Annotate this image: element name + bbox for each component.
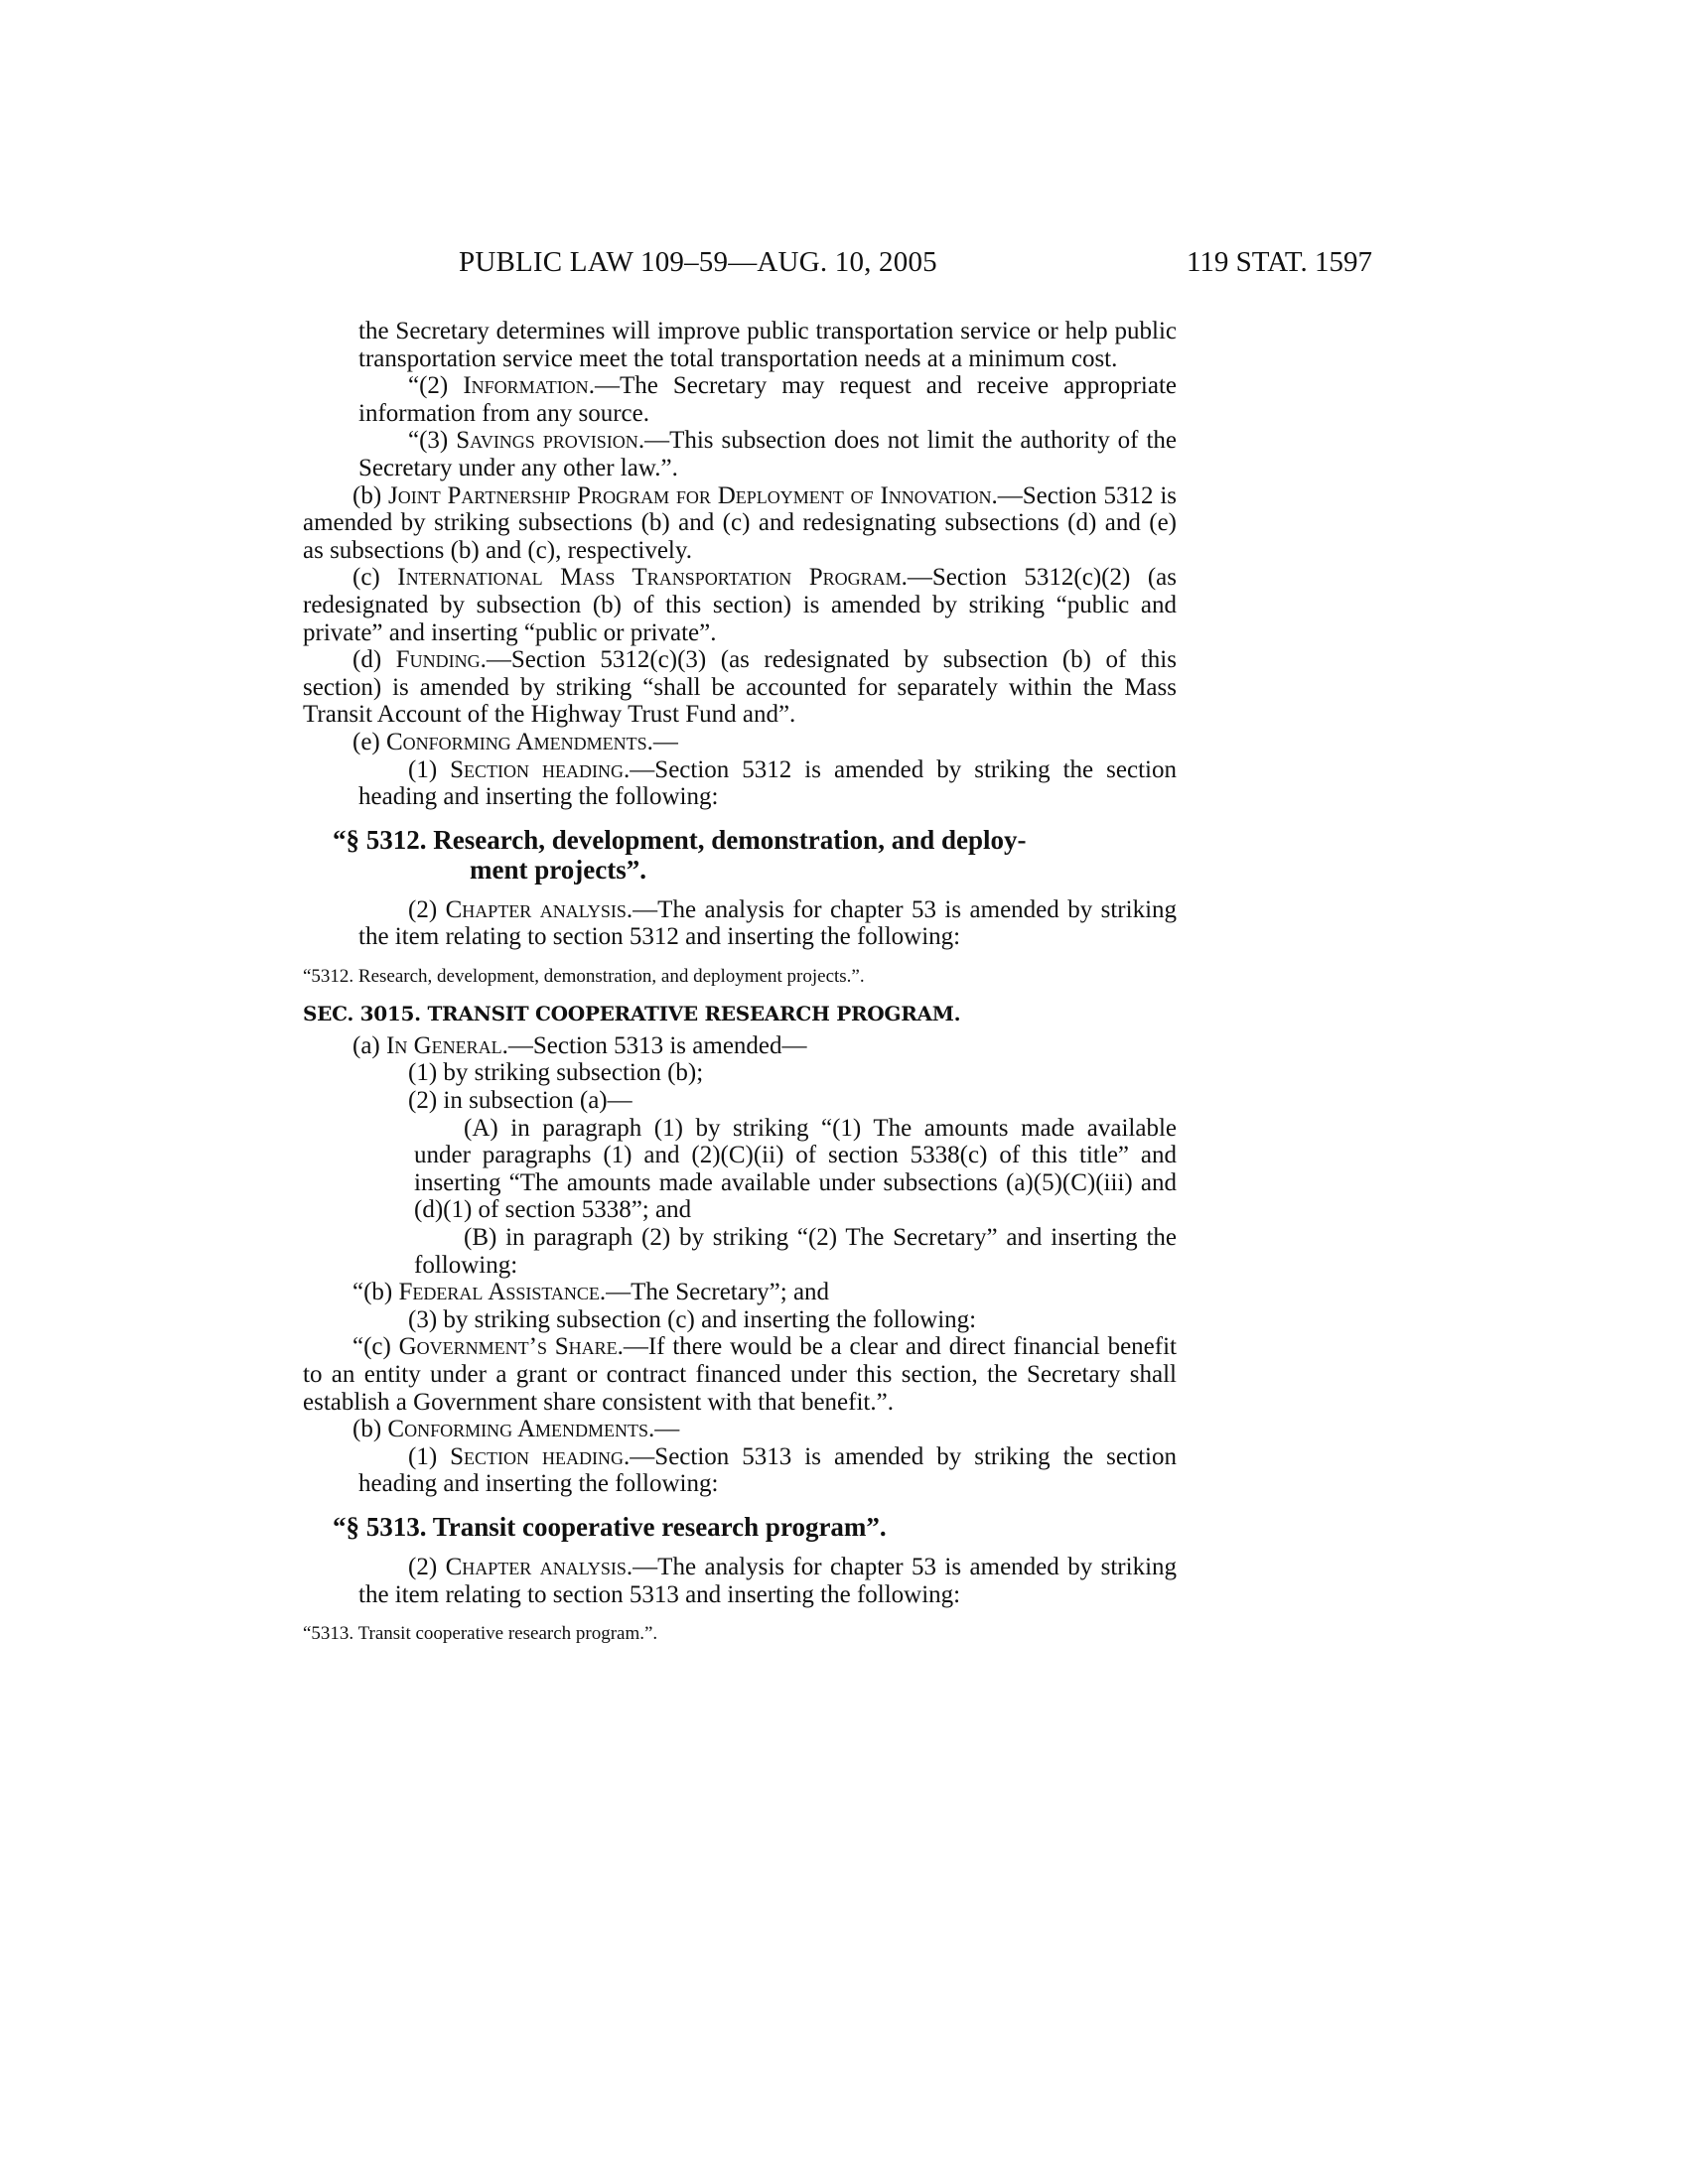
subsection-b: (b) Joint Partnership Program for Deployment of Innovation.—Section 5312 is amended by striking subsections (b) and (c) and redesignating subsections (d) and (e) as subsections (b) and (c), respectively.	[303, 481, 1177, 564]
paragraph-savings-provision: “(3) Savings provision.—This subsection does not limit the authority of the Secretary under any other law.”.	[358, 427, 1178, 481]
page-header	[459, 246, 1372, 286]
statute-page-number: 119 STAT. 1597	[1187, 246, 1372, 278]
governments-share: “(c) Government’s Share.—If there would be a clear and direct financial benefit to an entity under a grant or contract financed under this section, the Secretary shall establish a Government share consistent with that benefit.”.	[303, 1333, 1177, 1416]
paragraph-e2: (2) Chapter analysis.—The analysis for chapter 53 is amended by striking the item relating to section 5312 and inserting the following:	[358, 895, 1178, 951]
subsection-e: (e) Conforming Amendments.—	[352, 728, 678, 755]
subparagraph-B: (B) in paragraph (2) by striking “(2) The Secretary” and inserting the following:	[414, 1224, 1177, 1279]
paragraph-a3: (3) by striking subsection (c) and inserting the following:	[408, 1305, 977, 1333]
paragraph-a2: (2) in subsection (a)—	[408, 1087, 633, 1115]
paragraph-a1: (1) by striking subsection (b);	[408, 1059, 704, 1087]
chapter-item-5313: “5313. Transit cooperative research program.”.	[303, 1623, 658, 1645]
page-body	[303, 318, 1177, 1658]
subsection-a: (a) In General.—Section 5313 is amended—	[352, 1031, 807, 1059]
section-heading-5313: “§ 5313. Transit cooperative research program”.	[333, 1511, 887, 1542]
subsection-d: (d) Funding.—Section 5312(c)(3) (as redesignated by subsection (b) of this section) is amended by striking “shall be accounted for separately within the Mass Transit Account of the Highway Trust Fund and”.	[303, 646, 1177, 729]
subsection-c: (c) International Mass Transportation Program.—Section 5312(c)(2) (as redesignated by subsection (b) of this section) is amended by striking “public and private” and inserting “public or private”.	[303, 564, 1177, 646]
paragraph-b2: (2) Chapter analysis.—The analysis for chapter 53 is amended by striking the item relating to section 5313 and inserting the following:	[358, 1553, 1178, 1608]
subsection-b-conforming: (b) Conforming Amendments.—	[352, 1416, 680, 1443]
subparagraph-A: (A) in paragraph (1) by striking “(1) The amounts made available under paragraphs (1) and (2)(C)(ii) of section 5338(c) of this title” and inserting “The amounts made available under subsections (a)(5)(C)(iii) and (d)(1) of section 5338”; and	[414, 1114, 1177, 1224]
paragraph-information: “(2) Information.—The Secretary may request and receive appropriate information from any source.	[358, 372, 1178, 427]
federal-assistance: “(b) Federal Assistance.—The Secretary”; and	[352, 1279, 830, 1306]
paragraph-b1: (1) Section heading.—Section 5313 is amended by striking the section heading and inserting the following:	[358, 1442, 1177, 1498]
chapter-item-5312: “5312. Research, development, demonstration, and deployment projects.”.	[303, 965, 865, 987]
section-heading-5312: “§ 5312. Research, development, demonstration, and deploy- ment projects”.	[333, 824, 1027, 885]
section-3015-heading: SEC. 3015. TRANSIT COOPERATIVE RESEARCH PROGRAM.	[303, 1001, 961, 1025]
paragraph: the Secretary determines will improve public transportation service or help public transportation service meet the total transportation needs at a minimum cost.	[358, 318, 1177, 372]
paragraph-e1: (1) Section heading.—Section 5312 is amended by striking the section heading and inserting the following:	[358, 755, 1177, 811]
running-title: PUBLIC LAW 109–59—AUG. 10, 2005	[459, 246, 937, 278]
